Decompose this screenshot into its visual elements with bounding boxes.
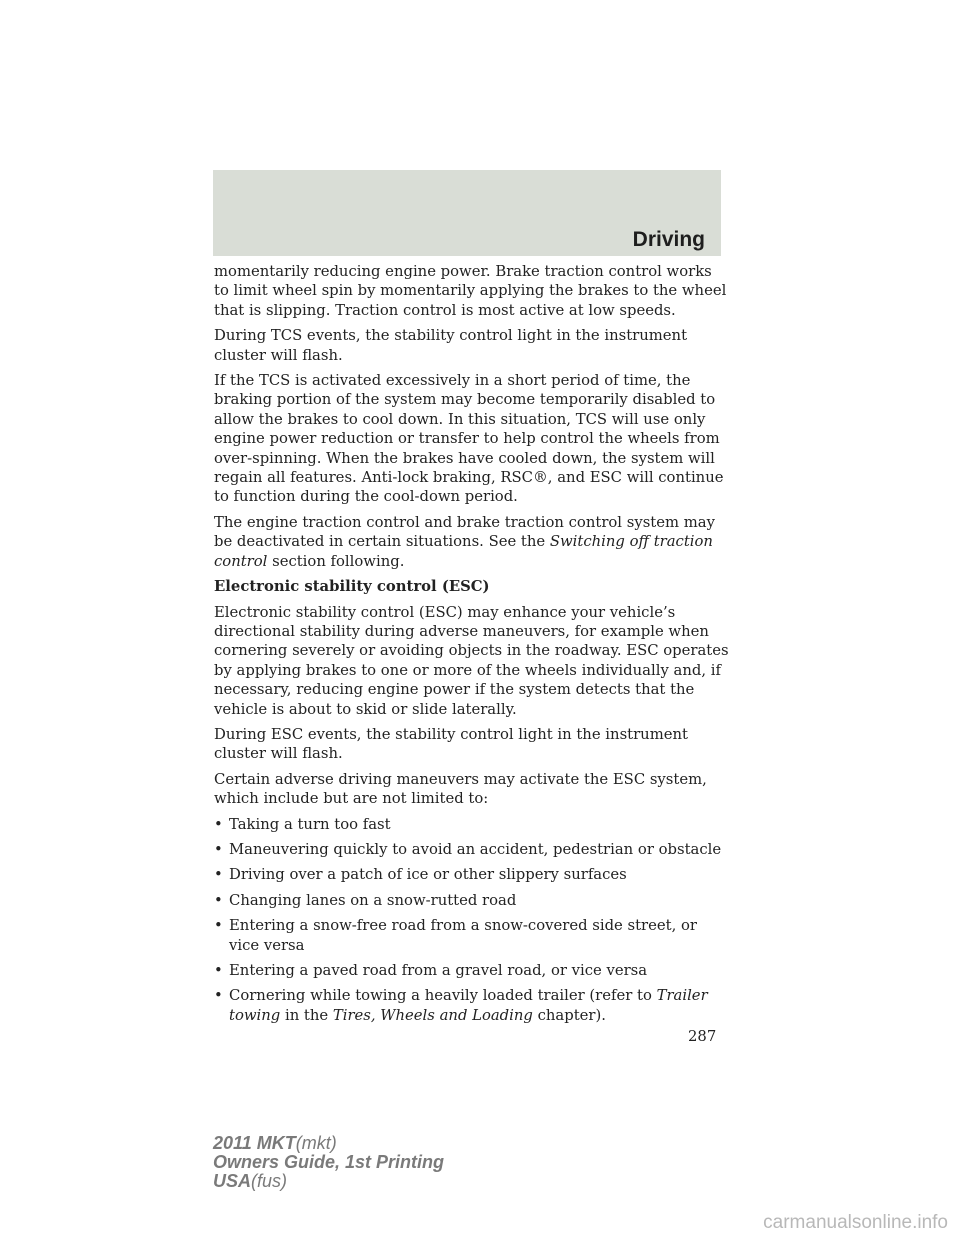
footer-model: 2011 MKT — [213, 1133, 296, 1153]
bullet-icon: • — [214, 840, 223, 858]
cross-reference: Switching off traction control — [214, 533, 713, 570]
list-item — [214, 865, 730, 884]
footer-region-code: (fus) — [251, 1171, 288, 1191]
footer-line — [213, 1134, 444, 1153]
subsection-heading: Electronic stability control (ESC) — [214, 578, 490, 596]
cross-reference: Tires, Wheels and Loading — [332, 1006, 533, 1024]
bullet-icon: • — [214, 962, 223, 979]
footer-region: USA — [213, 1171, 252, 1191]
bullet-icon: • — [214, 815, 223, 833]
paragraph: Electronic stability control (ESC) may enhance your vehicle’s directional stability during adverse maneuvers, for example when cornering severely or avoiding objects in the roadway. ESC operates by applying brakes to one or more of the wheels individually and, if necessary, reducing engine power if the system detects that the vehicle is about to skid or slide laterally. — [214, 603, 729, 718]
list-item — [214, 961, 730, 980]
list-item-text: in the — [280, 1006, 333, 1024]
list-item — [214, 986, 730, 1025]
print-footer — [213, 1134, 444, 1191]
list-item — [214, 815, 730, 834]
paragraph: Certain adverse driving maneuvers may activate the ESC system, which include but are not limited to: — [214, 770, 707, 808]
paragraph: momentarily reducing engine power. Brake traction control works to limit wheel spin by momentarily applying the brakes to the wheel that is slipping. Traction control is most active at low speeds. — [214, 263, 727, 319]
paragraph: During TCS events, the stability control light in the instrument cluster will flash. — [214, 327, 688, 364]
section-header-band — [213, 170, 721, 256]
maneuver-list — [214, 815, 730, 1026]
paragraph — [214, 513, 730, 571]
list-item — [214, 916, 730, 955]
paragraph: If the TCS is activated excessively in a short period of time, the braking portion of the system may become temporarily disabled to allow the brakes to cool down. In this situation, TCS will use only engine power reduction or transfer to help control the wheels from over-spinning. When the brakes have cooled down, the system will regain all features. Anti-lock braking, RSC®, and ESC will continue to function during the cool-down period. — [214, 372, 724, 506]
section-title: Driving — [632, 228, 705, 251]
bullet-icon: • — [214, 866, 223, 884]
paragraph-text: section following. — [267, 552, 405, 570]
list-item — [214, 840, 730, 859]
footer-line: Owners Guide, 1st Printing — [213, 1152, 445, 1172]
site-watermark: carmanualsonline.info — [763, 1212, 948, 1233]
bullet-icon: • — [214, 917, 223, 935]
paragraph-text: The engine traction control and brake traction control system may be deactivated in certain situations. See the — [214, 513, 715, 551]
page-body — [214, 262, 730, 1031]
list-item-text: Taking a turn too fast — [229, 815, 391, 833]
list-item-text: chapter). — [532, 1006, 606, 1024]
bullet-icon: • — [214, 891, 223, 909]
cross-reference: Trailer towing — [229, 987, 708, 1024]
list-item-text: Changing lanes on a snow-rutted road — [229, 891, 517, 909]
footer-line — [213, 1172, 444, 1191]
list-item-text: Maneuvering quickly to avoid an accident, pedestrian or obstacle — [229, 840, 722, 858]
list-item — [214, 891, 730, 910]
footer-model-code: (mkt) — [295, 1133, 337, 1153]
paragraph: During ESC events, the stability control light in the instrument cluster will flash. — [214, 725, 688, 763]
list-item-text: Entering a snow-free road from a snow-covered side street, or vice versa — [229, 917, 697, 954]
page-number: 287 — [688, 1028, 717, 1045]
list-item-text: Entering a paved road from a gravel road, or vice versa — [229, 962, 648, 979]
list-item-text: Cornering while towing a heavily loaded trailer (refer to — [229, 987, 657, 1005]
bullet-icon: • — [214, 987, 223, 1005]
list-item-text: Driving over a patch of ice or other slippery surfaces — [229, 866, 627, 884]
